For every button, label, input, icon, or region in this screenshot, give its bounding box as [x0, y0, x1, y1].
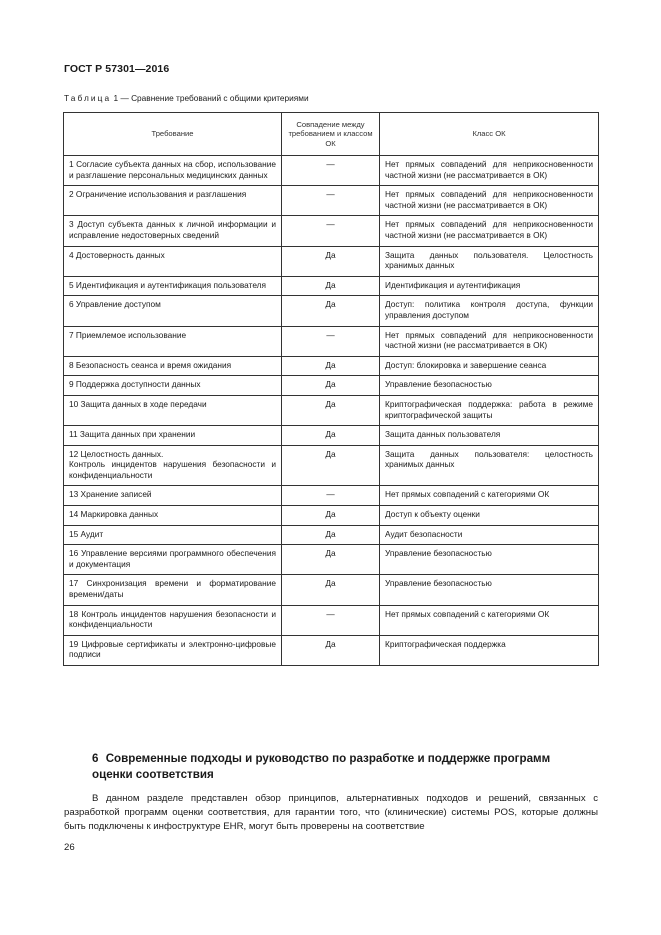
match-cell: — — [282, 486, 380, 506]
table-row — [64, 545, 599, 575]
table-row — [64, 216, 599, 246]
ok-class-cell: Управление безопасностью — [380, 376, 599, 396]
requirement-cell: 7 Приемлемое использование — [64, 326, 282, 356]
page-number: 26 — [64, 842, 75, 853]
ok-class-cell: Аудит безопасности — [380, 525, 599, 545]
section-title: Современные подходы и руководство по разработке и поддержке программ оценки соответствия — [92, 752, 551, 781]
table-row — [64, 246, 599, 276]
match-cell: Да — [282, 545, 380, 575]
table-row — [64, 575, 599, 605]
match-cell: Да — [282, 356, 380, 376]
table-header-row — [64, 113, 599, 156]
requirement-cell: 12 Целостность данных. Контроль инцидентов нарушения безопасности и конфиденциальности — [64, 445, 282, 486]
match-cell: Да — [282, 445, 380, 486]
table-row — [64, 525, 599, 545]
match-cell: Да — [282, 395, 380, 425]
requirement-cell: 10 Защита данных в ходе передачи — [64, 395, 282, 425]
column-header-match: Совпадение между требованием и классом ОК — [282, 113, 380, 156]
requirement-cell: 17 Синхронизация времени и форматирование времени/даты — [64, 575, 282, 605]
ok-class-cell: Нет прямых совпадений для неприкосновенности частной жизни (не рассматривается в ОК) — [380, 326, 599, 356]
column-header-class: Класс ОК — [380, 113, 599, 156]
section-number: 6 — [92, 752, 99, 765]
match-cell: Да — [282, 296, 380, 326]
requirement-cell: 15 Аудит — [64, 525, 282, 545]
section-heading — [92, 751, 572, 782]
table-row — [64, 156, 599, 186]
requirement-cell: 18 Контроль инцидентов нарушения безопасности и конфиденциальности — [64, 605, 282, 635]
ok-class-cell: Защита данных пользователя: целостность хранимых данных — [380, 445, 599, 486]
requirement-cell: 6 Управление доступом — [64, 296, 282, 326]
ok-class-cell: Нет прямых совпадений для неприкосновенности частной жизни (не рассматривается в ОК) — [380, 156, 599, 186]
requirement-cell: 13 Хранение записей — [64, 486, 282, 506]
ok-class-cell: Управление безопасностью — [380, 575, 599, 605]
requirement-cell: 2 Ограничение использования и разглашения — [64, 186, 282, 216]
table-row — [64, 506, 599, 526]
table-caption-text: 1 — Сравнение требований с общими критериями — [113, 93, 309, 103]
requirement-cell: 14 Маркировка данных — [64, 506, 282, 526]
match-cell: — — [282, 156, 380, 186]
match-cell: Да — [282, 276, 380, 296]
ok-class-cell: Криптографическая поддержка: работа в режиме криптографической защиты — [380, 395, 599, 425]
table-row — [64, 635, 599, 665]
ok-class-cell: Доступ к объекту оценки — [380, 506, 599, 526]
match-cell: Да — [282, 525, 380, 545]
match-cell: Да — [282, 246, 380, 276]
ok-class-cell: Нет прямых совпадений с категориями ОК — [380, 605, 599, 635]
requirement-cell: 5 Идентификация и аутентификация пользователя — [64, 276, 282, 296]
ok-class-cell: Нет прямых совпадений с категориями ОК — [380, 486, 599, 506]
requirement-cell: 4 Достоверность данных — [64, 246, 282, 276]
requirement-cell: 19 Цифровые сертификаты и электронно-цифровые подписи — [64, 635, 282, 665]
table-row — [64, 445, 599, 486]
table-caption-label: Таблица — [64, 93, 112, 103]
match-cell: Да — [282, 635, 380, 665]
match-cell: — — [282, 326, 380, 356]
body-paragraph — [64, 792, 598, 835]
match-cell: Да — [282, 376, 380, 396]
table-row — [64, 326, 599, 356]
column-header-requirement: Требование — [64, 113, 282, 156]
ok-class-cell: Доступ: политика контроля доступа, функции управления доступом — [380, 296, 599, 326]
table-row — [64, 356, 599, 376]
requirement-cell: 11 Защита данных при хранении — [64, 426, 282, 446]
ok-class-cell: Управление безопасностью — [380, 545, 599, 575]
ok-class-cell: Криптографическая поддержка — [380, 635, 599, 665]
table-row — [64, 605, 599, 635]
requirements-table — [63, 112, 599, 666]
requirement-cell: 16 Управление версиями программного обеспечения и документация — [64, 545, 282, 575]
table-row — [64, 395, 599, 425]
match-cell: — — [282, 186, 380, 216]
match-cell: Да — [282, 575, 380, 605]
requirement-cell: 1 Согласие субъекта данных на сбор, использование и разглашение персональных медицинских данных — [64, 156, 282, 186]
table-row — [64, 276, 599, 296]
table-body — [64, 156, 599, 666]
ok-class-cell: Защита данных пользователя — [380, 426, 599, 446]
paragraph-text: В данном разделе представлен обзор принципов, альтернативных подходов и решений, связанных с разработкой программ оценки соответствия, для гарантии того, что (клинические) системы POS, которые должны быть подключены к инфоструктуре EHR, могут быть проверены на соответствие — [64, 793, 598, 833]
table-row — [64, 486, 599, 506]
table-row — [64, 186, 599, 216]
table-caption — [64, 93, 309, 103]
requirement-cell: 9 Поддержка доступности данных — [64, 376, 282, 396]
match-cell: Да — [282, 506, 380, 526]
document-header: ГОСТ Р 57301—2016 — [64, 63, 170, 75]
match-cell: — — [282, 216, 380, 246]
match-cell: Да — [282, 426, 380, 446]
ok-class-cell: Нет прямых совпадений для неприкосновенности частной жизни (не рассматривается в ОК) — [380, 216, 599, 246]
ok-class-cell: Доступ: блокировка и завершение сеанса — [380, 356, 599, 376]
table-row — [64, 426, 599, 446]
match-cell: — — [282, 605, 380, 635]
table-row — [64, 296, 599, 326]
table-row — [64, 376, 599, 396]
requirement-cell: 3 Доступ субъекта данных к личной информации и исправление недостоверных сведений — [64, 216, 282, 246]
requirement-cell: 8 Безопасность сеанса и время ожидания — [64, 356, 282, 376]
ok-class-cell: Защита данных пользователя. Целостность хранимых данных — [380, 246, 599, 276]
ok-class-cell: Нет прямых совпадений для неприкосновенности частной жизни (не рассматривается в ОК) — [380, 186, 599, 216]
ok-class-cell: Идентификация и аутентификация — [380, 276, 599, 296]
